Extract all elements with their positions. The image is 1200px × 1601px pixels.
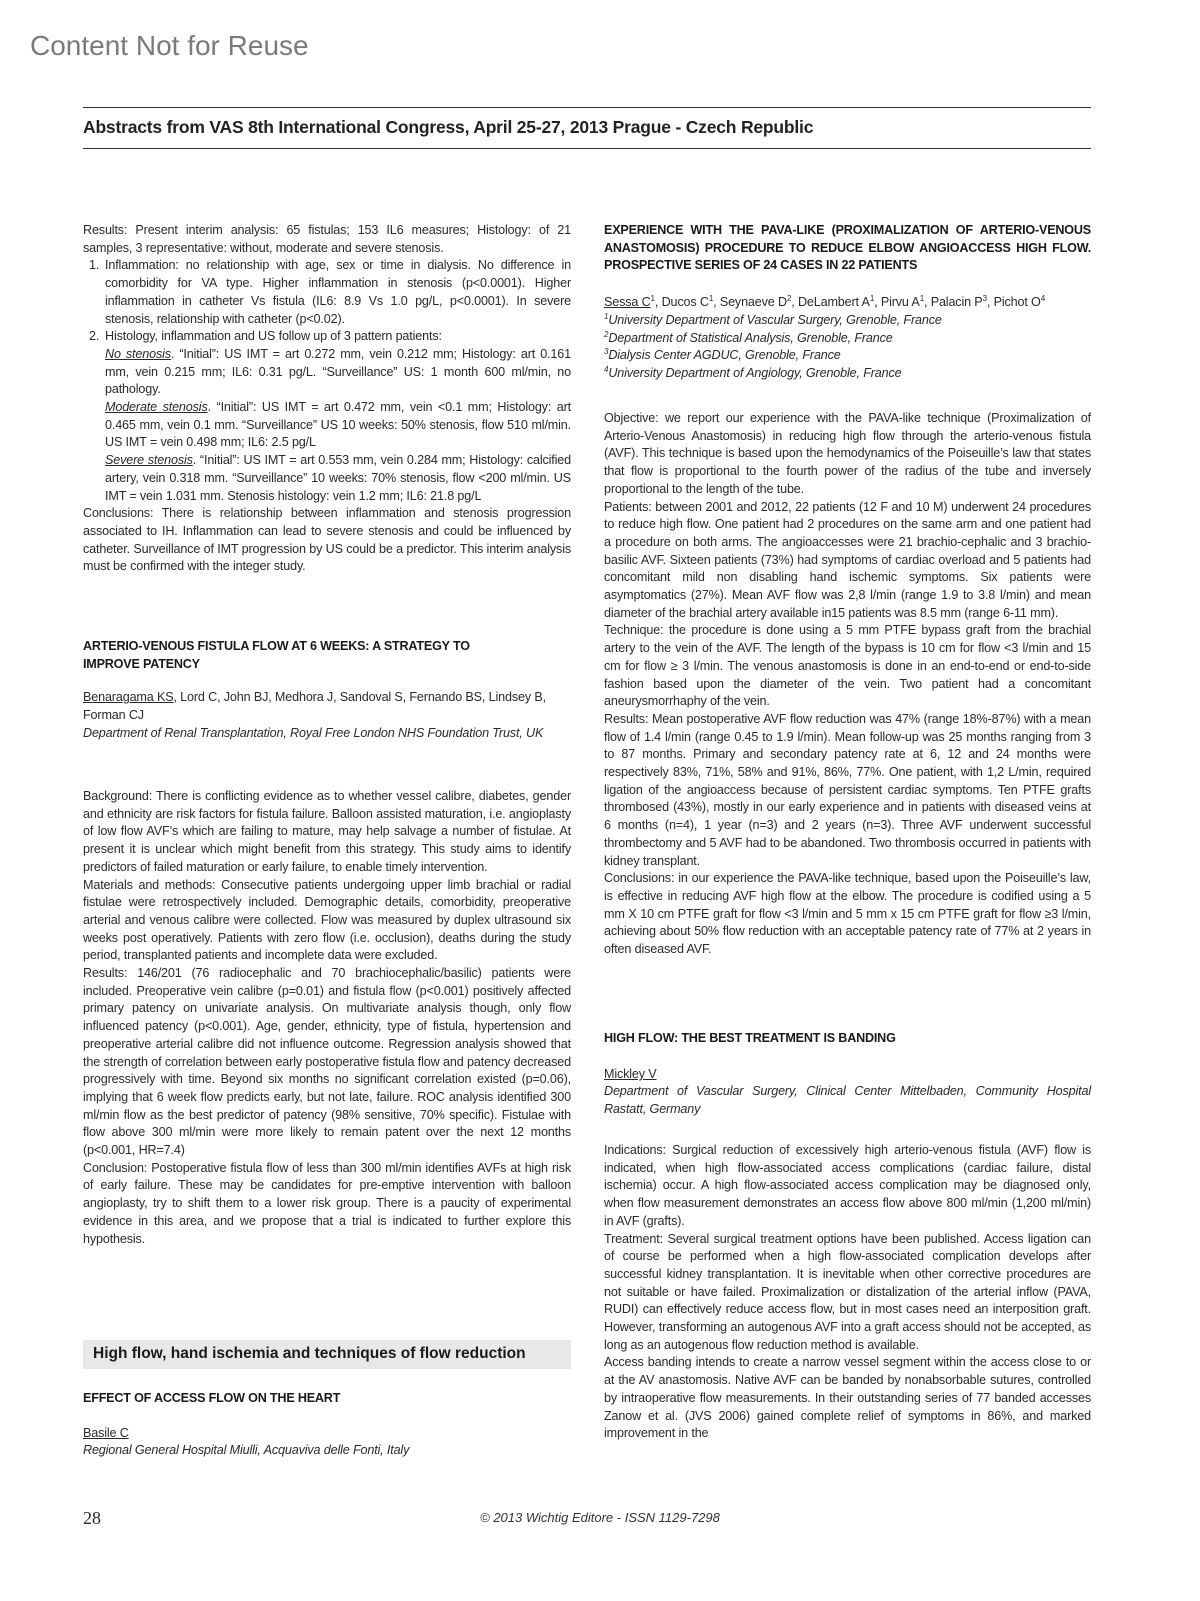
section-title: High flow, hand ischemia and techniques of flow reduction: [93, 1345, 526, 1362]
affiliation-sup: 1: [604, 311, 609, 321]
pattern-label: Severe stenosis: [105, 453, 193, 468]
banding-paragraph: Access banding intends to create a narrow vessel segment within the access close to or at the AV anastomosis. Native AVF can be banded by nonabsorbable sutures, controlled by intraoperative flow measurements. In their outstanding series of 77 banded accesses Zanow et al. (JVS 2006) gained complete relief of symptoms in 86%, and marked improvement in the: [604, 1355, 1091, 1441]
pattern-moderate-stenosis: [105, 399, 571, 452]
pattern-label: No stenosis: [105, 346, 171, 361]
technique-paragraph: Technique: the procedure is done using a 5 mm PTFE bypass graft from the brachial artery to the vein of the AVF. The length of the bypass is 10 cm for flow <3 l/min and 15 cm for flow ≥ 3 l/min. The venous anastomosis is done in an end-to-end or end-to-side fashion based upon the diameter of the vein. Two patient had a concomitant aneurysmorrhaphy of the vein.: [604, 623, 1091, 709]
author: Seynaeve D: [719, 295, 787, 309]
first-author: Sessa C: [604, 295, 651, 309]
author: Palacin P: [930, 295, 983, 309]
author-sup: 1: [869, 293, 875, 303]
conclusion-paragraph: Conclusion: Postoperative fistula flow of less than 300 ml/min identifies AVFs at high risk of early failure. These may be candidates for pre-emptive intervention with balloon angioplasty, try to shift them to a lower risk group. There is a paucity of experimental evidence in this area, and we propose that a trial is indicated to further explore this hypothesis.: [83, 1160, 571, 1246]
author-sup: 3: [982, 293, 987, 303]
pattern-text: . “Initial”: US IMT = art 0.472 mm, vein <0.1 mm; Histology: art 0.465 mm, vein 0.1 mm. “Surveillance” US 10 weeks: 50% stenosis, flow 510 ml/min. US IMT = vein 0.498 mm; IL6: 2.5 pg/L: [105, 400, 571, 450]
author-sup: 1: [650, 293, 655, 303]
conclusions: Conclusions: There is relationship between inflammation and stenosis progression associated to IH. Inflammation can lead to severe stenosis and could be influenced by catheter. Surveillance of IMT progression by US could be a predictor. This interim analysis must be confirmed with the integer study.: [83, 506, 571, 574]
abstract-title: EXPERIENCE WITH THE PAVA-LIKE (PROXIMALIZATION OF ARTERIO-VENOUS ANASTOMOSIS) PROCEDURE TO REDUCE ELBOW ANGIOACCESS HIGH FLOW. PROSPECTIVE SERIES OF 24 CASES IN 22 PATIENTS: [604, 223, 1091, 273]
methods-paragraph: Materials and methods: Consecutive patients undergoing upper limb brachial or radial fistulae were retrospectively included. Demographic details, comorbidity, preoperative arterial and venous calibre were collected. Flow was measured by duplex ultrasound six weeks post operatively. Patients with zero flow (i.e. occlusion), deaths during the study period, transplanted patients and incomplete data were excluded.: [83, 877, 571, 963]
header-rule-top: [83, 107, 1091, 108]
affiliation-sup: 3: [604, 347, 609, 357]
list-item: [83, 257, 571, 328]
pattern-text: . “Initial”: US IMT = art 0.272 mm, vein 0.212 mm; Histology: art 0.161 mm, vein 0.215 mm; IL6: 0.31 pg/L. “Surveillance” US: 1 month 600 ml/min, no pathology.: [105, 346, 571, 397]
indications-paragraph: Indications: Surgical reduction of excessively high arterio-venous fistula (AVF) flow is indicated, when high flow-associated access complications (cardiac failure, distal ischemia) occur. A high flow-associated access complication may be diagnosed only, when flow measurement demonstrates an access flow above 800 ml/min (1,200 ml/min) in AVF (grafts).: [604, 1143, 1091, 1228]
affiliation: [604, 312, 1091, 330]
page-number: 28: [83, 1508, 101, 1528]
patients-paragraph: Patients: between 2001 and 2012, 22 patients (12 F and 10 M) underwent 24 procedures to reduce high flow. One patient had 2 procedures on the same arm and one patient had a procedure on both arms. The angioaccesses were 21 brachio-cephalic and 3 brachio-basilic AVF. Sixteen patients (73%) had symptoms of cardiac overload and 5 patients had concomitant mild non disabling hand ischemic symptoms. Six patients were asymptomatics (27%). Mean AVF flow was 2,8 l/min (range 1.9 to 3.8 l/min) and mean diameter of the brachial artery available in15 patients was 8.5 mm (range 6-11 mm).: [604, 499, 1091, 620]
list-item: [83, 328, 571, 505]
results-paragraph: Results: Mean postoperative AVF flow reduction was 47% (range 18%-87%) with a mean flow of 1.4 l/min (range 0.45 to 1.9 l/min). Mean follow-up was 25 months ranging from 3 to 87 months. Primary and secondary patency rate at 6, 12 and 24 months were respectively 83%, 71%, 58% and 91%, 86%, 77%. One patient, with 1,2 L/min, required ligation of the angioaccess because of persistent cardiac symptoms. Ten PTFE grafts thrombosed (43%), mostly in our early experience and in patients with diseased veins at 6 months (n=4), 1 year (n=3) and 2 years (n=3). Three AVF underwent successful thrombectomy and 5 AVF had to be abandoned. Two thrombosis occurred in patients with kidney transplant.: [604, 711, 1091, 868]
affiliation-sup: 2: [604, 329, 609, 339]
author-list: [604, 294, 1091, 312]
abstract-title: ARTERIO-VENOUS FISTULA FLOW AT 6 WEEKS: A STRATEGY TO IMPROVE PATENCY: [83, 639, 470, 671]
sep: ,: [713, 295, 720, 309]
copyright: © 2013 Wichtig Editore - ISSN 1129-7298: [480, 1510, 720, 1525]
journal-title: Abstracts from VAS 8th International Congress, April 25-27, 2013 Prague - Czech Republic: [83, 117, 814, 137]
sep: ,: [654, 295, 662, 309]
affiliation-text: University Department of Angiology, Grenoble, France: [608, 366, 902, 381]
list-text: Inflammation: no relationship with age, sex or time in dialysis. No difference in comorbidity for VA type. Higher inflammation in stenosis (p<0.0001). Higher inflammation in catheter Vs fistula (IL6: 8.9 Vs 1.0 pg/L, p<0.0001). In severe stenosis, relationship with catheter (p<0.02).: [105, 258, 571, 326]
section-header: [83, 1340, 571, 1369]
author: Pirvu A: [880, 295, 920, 309]
first-author: Basile C: [83, 1426, 129, 1440]
author-sup: 1: [919, 293, 924, 303]
abstract-title: HIGH FLOW: THE BEST TREATMENT IS BANDING: [604, 1031, 896, 1045]
treatment-paragraph: Treatment: Several surgical treatment options have been published. Access ligation can of course be performed when a high flow-associated complication develops after successful kidney transplantation. It is inevitable when other corrective procedures are not suitable or have failed. Proximalization or distalization of the arterial inflow (PAVA, RUDI) can effectively reduce access flow, but in most cases need an interposition graft. However, transforming an autogenous AVF into a graft access should not be accepted, as long as an autogenous flow reduction method is available.: [604, 1231, 1091, 1352]
first-author: Benaragama KS: [83, 690, 174, 704]
author-list: [83, 689, 553, 724]
list-number: 2.: [89, 329, 100, 344]
abstract-body: [604, 1142, 1091, 1443]
author-sup: 1: [708, 293, 714, 303]
results-section: [83, 222, 571, 576]
watermark: Content Not for Reuse: [30, 30, 309, 61]
results-paragraph: Results: 146/201 (76 radiocephalic and 70 brachiocephalic/basilic) patients were included. Preoperative vein calibre (p=0.01) and fistula flow (p<0.001) positively affected primary patency on univariate analysis. On multivariate analysis though, only flow influenced patency (p<0.001). Age, gender, ethnicity, type of fistula, hypertension and preoperative arterial calibre did not influence outcome. Regression analysis showed that the strength of correlation between early postoperative fistula flow and patency decreased progressively with time. Beyond six months no significant correlation existed (p=0.06), implying that 6 week flow predicts early, but not late, failure. ROC analysis identified 300 ml/min flow as the best predictor of patency (98% sensitive, 70% specific). Fistulae with flow above 300 ml/min were more likely to remain patent over the next 12 months (p<0.001, HR=7.4): [83, 966, 571, 1158]
header-rule-bottom: [83, 148, 1091, 149]
pattern-no-stenosis: [105, 346, 571, 399]
pattern-label: Moderate stenosis: [105, 400, 208, 415]
background-paragraph: Background: There is conflicting evidence as to whether vessel calibre, diabetes, gender and ethnicity are risk factors for fistula failure. Balloon assisted maturation, i.e. angioplasty of low flow AVF’s which are failing to mature, may help salvage a number of fistulae. At present it is unclear which might benefit from this strategy. This study aims to identify predictors of failed maturation or early failure, to enable timely intervention.: [83, 789, 571, 874]
affiliation: Department of Vascular Surgery, Clinical Center Mittelbaden, Community Hospital Rastatt, Germany: [604, 1084, 1091, 1116]
abstract-body: [83, 788, 571, 1248]
author: DeLambert A: [797, 295, 870, 309]
pattern-severe-stenosis: [105, 452, 571, 505]
affiliation: [604, 347, 1091, 365]
affiliation-text: Dialysis Center AGDUC, Grenoble, France: [608, 348, 841, 363]
sep: ,: [986, 295, 994, 309]
author-sup: 4: [1040, 293, 1045, 303]
sep: ,: [874, 295, 881, 309]
list-text: Histology, inflammation and US follow up of 3 pattern patients:: [105, 329, 442, 344]
sep: ,: [791, 295, 798, 309]
co-authors: , Lord C, John BJ, Medhora J, Sandoval S, Fernando BS, Lindsey B, Forman CJ: [83, 690, 546, 722]
affiliation: Department of Renal Transplantation, Royal Free London NHS Foundation Trust, UK: [83, 726, 544, 740]
affiliation: [604, 365, 1091, 383]
abstract-body: [604, 410, 1091, 959]
first-author: Mickley V: [604, 1067, 657, 1081]
abstract-title: EFFECT OF ACCESS FLOW ON THE HEART: [83, 1391, 341, 1405]
affiliation: Regional General Hospital Miulli, Acquaviva delle Fonti, Italy: [83, 1443, 410, 1457]
results-intro: Results: Present interim analysis: 65 fistulas; 153 IL6 measures; Histology: of 21 samples, 3 representative: without, moderate and severe stenosis.: [83, 223, 571, 255]
affiliation-list: [604, 312, 1091, 383]
sep: ,: [924, 295, 931, 309]
affiliation-sup: 4: [604, 364, 609, 374]
list-number: 1.: [89, 258, 100, 273]
affiliation: [604, 330, 1091, 348]
author: Ducos C: [661, 295, 709, 309]
conclusions-paragraph: Conclusions: in our experience the PAVA-like technique, based upon the Poiseuille’s law, is effective in reducing AVF high flow at the elbow. The procedure is codified using a 5 mm X 10 cm PTFE graft for flow <3 l/min and 5 mm x 15 cm PTFE graft for flow ≥3 l/min, achieving about 50% flow reduction with an acceptable patency rate of 77% at 2 years in often diseased AVF.: [604, 871, 1091, 957]
affiliation-text: Department of Statistical Analysis, Grenoble, France: [608, 330, 893, 345]
affiliation-text: University Department of Vascular Surgery, Grenoble, France: [608, 313, 942, 327]
pattern-text: . “Initial”: US IMT = art 0.553 mm, vein 0.284 mm; Histology: calcified artery, vein 0.318 mm. “Surveillance” 10 weeks: 70% stenosis, flow <200 ml/min. US IMT = vein 1.031 mm. Stenosis histology: vein 1.2 mm; IL6: 21.8 pg/L: [105, 453, 571, 503]
results-list: [83, 257, 571, 505]
author: Pichot O: [993, 295, 1041, 309]
objective-paragraph: Objective: we report our experience with the PAVA-like technique (Proximalization of Arterio-Venous Anastomosis) in reducing high flow through the arterio-venous fistula (AVF). This technique is based upon the hemodynamics of the Poiseuille’s law that states that flow is proportional to the fourth power of the radius of the tube and inversely proportional to the length of the tube.: [604, 411, 1091, 496]
author-sup: 2: [786, 293, 792, 303]
